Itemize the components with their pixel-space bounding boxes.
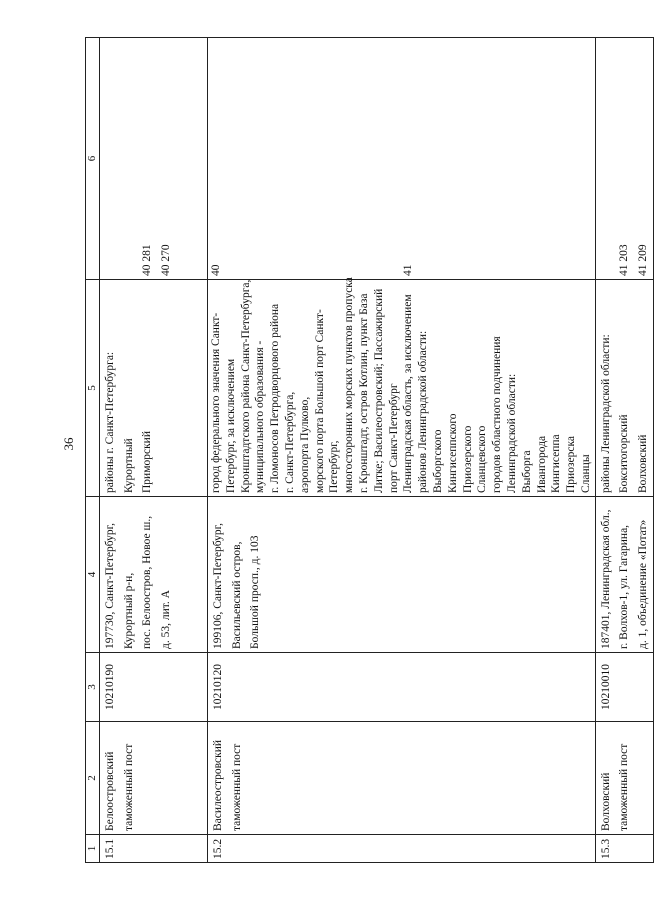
region-line: аэропорта Пулково, [298, 396, 311, 493]
address-line: пос. Белоостров, Новое ш., [141, 515, 153, 649]
region-line: Бокситогорский [618, 414, 631, 493]
region-line: Петербург, [328, 440, 341, 493]
region-line: Сланцевского [476, 425, 489, 493]
address-line: г. Волхов-1, ул. Гагарина, [618, 524, 631, 649]
region-line: городов областного подчинения [491, 336, 504, 493]
region-line: г. Ломоносов Петродворцового района [269, 303, 282, 493]
region-line: Ивангорода [535, 435, 548, 493]
post-code: 10210010 [595, 653, 654, 722]
code-line [327, 41, 342, 276]
code-line: 41 203 [618, 244, 631, 276]
okato-codes [100, 38, 208, 280]
address-line: д. 53, лит. А [159, 590, 172, 649]
region-line: Петербург, за исключением [224, 358, 237, 493]
header-col-2: 2 [86, 722, 100, 835]
code-line [239, 41, 254, 276]
region-line: Выборгского [431, 429, 444, 493]
region-line: Курортный [122, 438, 135, 493]
region-line: Кингисеппского [446, 413, 459, 493]
code-line [268, 41, 283, 276]
row-number: 15.3 [595, 835, 654, 863]
region-line: районы г. Санкт-Петербурга: [104, 351, 116, 493]
post-address [100, 497, 208, 653]
region-line: Литке; Василеостровский; Пассажирский [372, 288, 385, 493]
code-line [120, 41, 139, 276]
post-name: Волховский таможенный пост [595, 722, 654, 835]
table-row [208, 38, 596, 863]
region-line: г. Санкт-Петербурга, [283, 391, 296, 493]
code-line: 40 281 [141, 244, 153, 276]
code-line [253, 41, 268, 276]
region-line: Приморский [141, 431, 153, 493]
row-number: 15.1 [100, 835, 208, 863]
okato-codes [208, 38, 596, 280]
row-number: 15.2 [208, 835, 596, 863]
code-line [224, 41, 239, 276]
region-line: Выборга [520, 450, 533, 493]
code-line [298, 41, 313, 276]
code-line [387, 41, 402, 276]
region-line: Ленинградская область, за исключением [402, 294, 415, 493]
region-line: Приозерска [565, 436, 578, 493]
code-line [283, 41, 298, 276]
region-line: порт Санкт-Петербург [387, 383, 400, 493]
region-list [100, 280, 208, 497]
table-row [100, 38, 208, 863]
region-list [208, 277, 596, 497]
code-line [101, 41, 120, 276]
code-line: 40 [210, 264, 222, 276]
code-line [597, 41, 616, 276]
address-line: Курортный р-н, [122, 572, 135, 649]
region-line: город федерального значения Санкт- [210, 312, 222, 493]
region-line: многосторонних морских пунктов пропуска [343, 277, 356, 493]
header-col-1: 1 [86, 835, 100, 863]
region-line: муниципального образования - [254, 340, 267, 493]
code-line [372, 41, 387, 276]
address-line: Васильевский остров, [230, 541, 243, 649]
rotated-table-container [85, 37, 649, 863]
code-line [342, 41, 357, 276]
header-col-6: 6 [86, 38, 100, 280]
table-row [595, 38, 654, 863]
code-line: 40 270 [159, 244, 172, 276]
region-line: Сланцы [579, 454, 592, 493]
address-line: 197730, Санкт-Петербург, [104, 523, 116, 649]
region-line: морского порта Большой порт Санкт- [313, 309, 326, 493]
header-row [86, 38, 100, 863]
page-number: 36 [61, 437, 76, 451]
address-line: д. 1, объединение «Потат» [636, 519, 649, 649]
region-line: районы Ленинградской области: [599, 334, 612, 493]
region-line: районов Ленинградской области: [417, 330, 430, 493]
code-line [357, 41, 372, 276]
post-address [208, 497, 596, 653]
post-name: Белоостровский таможенный пост [100, 722, 208, 835]
header-col-4: 4 [86, 497, 100, 653]
region-line: Ленинградской области: [505, 373, 518, 493]
post-address [595, 497, 654, 653]
code-line [313, 41, 328, 276]
customs-posts-table [85, 37, 654, 863]
region-list [595, 280, 654, 497]
header-col-5: 5 [86, 280, 100, 497]
address-line: 187401, Ленинградская обл., [599, 509, 612, 649]
okato-codes [595, 38, 654, 280]
region-line: Кингисеппа [550, 434, 563, 493]
post-name: Василеостровский таможенный пост [208, 722, 596, 835]
region-line: г. Кронштадт, остров Котлин, пункт База [357, 293, 370, 493]
address-line: Большой просп., д. 103 [249, 535, 261, 649]
code-line: 41 209 [636, 244, 649, 276]
post-code: 10210120 [208, 653, 596, 722]
post-code: 10210190 [100, 653, 208, 722]
region-line: Приозерского [461, 425, 474, 493]
region-line: Кронштадтского района Санкт-Петербурга, [239, 279, 252, 493]
region-line: Волховский [636, 434, 649, 493]
code-line: 41 [402, 264, 415, 276]
address-line: 199106, Санкт-Петербург, [212, 523, 224, 649]
header-col-3: 3 [86, 653, 100, 722]
